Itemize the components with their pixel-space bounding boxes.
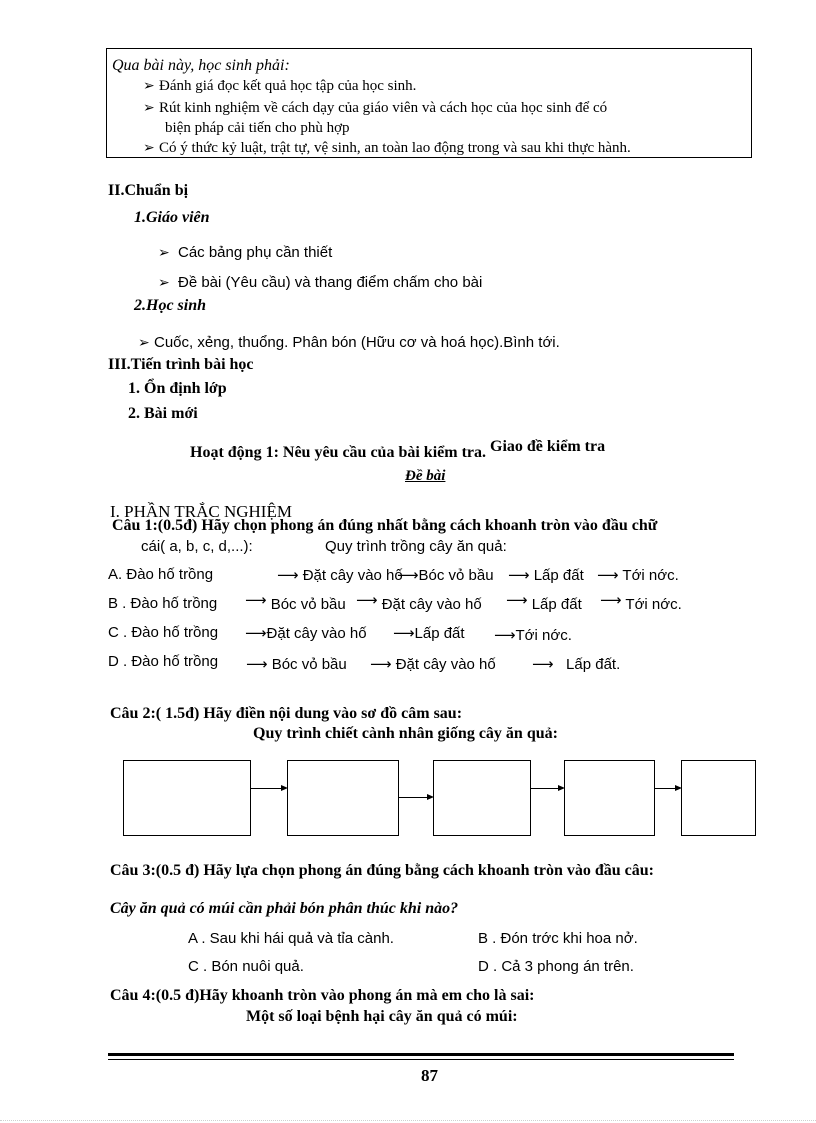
process-heading: III.Tiến trình bài học	[108, 356, 254, 373]
arrow-right-icon: ⟶	[397, 567, 419, 584]
arrow-bullet-icon: ➢	[143, 101, 155, 116]
prep-heading: II.Chuẩn bị	[108, 182, 189, 199]
section-title: I. PHẦN TRẮC NGHIỆM	[110, 502, 292, 521]
activity-title: Hoạt động 1: Nêu yêu cầu của bài kiểm tra. Giao đề kiểm tra	[190, 438, 606, 461]
arrow-bullet-icon: ➢	[143, 79, 155, 94]
q3-option-c: C . Bón nuôi quả.	[188, 958, 304, 975]
objective-item-2: ➢ Rút kinh nghiệm về cách dạy của giáo viên và cách học của học sinh để có	[143, 100, 608, 116]
q4-title: Câu 4:(0.5 đ)Hãy khoanh tròn vào phong án mà em cho là sai:	[110, 987, 535, 1004]
teacher-item-1: ➢ Các bảng phụ cần thiết	[158, 244, 333, 261]
q1-option-d: D . Đào hố trồng	[108, 653, 219, 670]
q1-option-b: B . Đào hố trồng	[108, 595, 218, 612]
flow-box-2[interactable]	[287, 760, 399, 836]
q1-option-c-step-3: ⟶Lấp đất	[393, 625, 465, 642]
arrow-right-icon: ⟶	[597, 567, 619, 584]
arrow-bullet-icon: ➢	[158, 274, 170, 290]
q1-option-c-step-2: ⟶Đặt cây vào hố	[245, 625, 367, 642]
q1-option-b-step-2: ⟶ Bóc vỏ bầu	[245, 592, 346, 613]
q2-title: Câu 2:( 1.5đ) Hãy điền nội dung vào sơ đồ câm sau:	[110, 705, 463, 722]
arrow-bullet-icon: ➢	[138, 334, 150, 350]
objective-item-1: ➢ Đánh giá đọc kết quả học tập của học sinh.	[143, 78, 417, 94]
q3-option-d: D . Cả 3 phong án trên.	[478, 958, 634, 975]
q3-option-a: A . Sau khi hái quả và tỉa cành.	[188, 930, 394, 947]
arrow-right-icon: ⟶	[393, 625, 415, 642]
footer-rule-thick	[108, 1053, 734, 1056]
q1-option-c-step-4: ⟶Tới nớc.	[494, 627, 572, 644]
arrow-right-icon	[281, 785, 288, 791]
arrow-right-icon: ⟶	[506, 592, 528, 609]
q1-option-a-step-2: ⟶ Đặt cây vào hố	[277, 567, 403, 584]
q1-option-b-step-5: ⟶ Tới nớc.	[600, 592, 682, 613]
page-edge	[0, 1120, 816, 1121]
arrow-right-icon	[427, 794, 434, 800]
objective-item-2-cont: biện pháp cải tiến cho phù hợp	[165, 120, 350, 136]
arrow-bullet-icon: ➢	[158, 244, 170, 260]
arrow-right-icon	[675, 785, 682, 791]
flow-box-5[interactable]	[681, 760, 756, 836]
teacher-heading: 1.Giáo viên	[134, 209, 210, 226]
q1-option-a-step-4: ⟶ Lấp đất	[508, 567, 584, 584]
footer-rule-thin	[108, 1059, 734, 1060]
q1-option-c: C . Đào hố trồng	[108, 624, 219, 641]
flow-connector	[531, 788, 558, 789]
arrow-right-icon: ⟶	[600, 592, 622, 609]
process-step-2: 2. Bài mới	[128, 405, 198, 422]
objective-item-3: ➢ Có ý thức kỷ luật, trật tự, vệ sinh, an toàn lao động trong và sau khi thực hành.	[143, 140, 631, 156]
flow-box-4[interactable]	[564, 760, 655, 836]
objectives-intro: Qua bài này, học sinh phải:	[112, 57, 290, 74]
process-step-1: 1. Ổn định lớp	[128, 380, 227, 397]
arrow-right-icon: ⟶	[277, 567, 299, 584]
q2-subtitle: Quy trình chiết cành nhân giống cây ăn quả:	[253, 725, 558, 742]
arrow-right-icon: ⟶	[245, 625, 267, 642]
flow-box-3[interactable]	[433, 760, 531, 836]
arrow-right-icon: ⟶	[370, 656, 392, 673]
q3-option-b: B . Đón trớc khi hoa nở.	[478, 930, 638, 947]
flow-box-1[interactable]	[123, 760, 251, 836]
arrow-right-icon: ⟶	[246, 656, 268, 673]
q1-option-b-step-4: ⟶ Lấp đất	[506, 592, 582, 613]
q1-option-a: A. Đào hố trồng	[108, 566, 214, 583]
student-heading: 2.Học sinh	[134, 297, 207, 314]
arrow-right-icon	[558, 785, 565, 791]
q3-question: Cây ăn quả có múi cần phải bón phân thúc khi nào?	[110, 900, 459, 917]
arrow-right-icon: ⟶	[356, 592, 378, 609]
arrow-bullet-icon: ➢	[143, 141, 155, 156]
q1-option-d-step-2: ⟶ Bóc vỏ bầu	[246, 656, 347, 673]
q4-subtitle: Một số loại bệnh hại cây ăn quả có múi:	[246, 1008, 518, 1025]
flow-connector	[399, 797, 427, 798]
arrow-right-icon: ⟶	[494, 627, 516, 644]
q1-prompt: Quy trình trồng cây ăn quả:	[325, 538, 507, 555]
flow-connector	[655, 788, 675, 789]
student-item-1: ➢ Cuốc, xẻng, thuổng. Phân bón (Hữu cơ và hoá học).Bình tới.	[138, 334, 560, 351]
q1-option-d-step-3: ⟶ Đặt cây vào hố	[370, 656, 496, 673]
arrow-right-icon: ⟶	[532, 656, 554, 673]
q1-option-a-step-5: ⟶ Tới nớc.	[597, 567, 679, 584]
q1-title-cont: cái( a, b, c, d,...):	[141, 538, 253, 555]
q1-option-d-step-4: ⟶ Lấp đất.	[532, 656, 621, 673]
page-number: 87	[421, 1066, 438, 1085]
arrow-right-icon: ⟶	[245, 592, 267, 609]
q3-title: Câu 3:(0.5 đ) Hãy lựa chọn phong án đúng bằng cách khoanh tròn vào đầu câu:	[110, 862, 654, 879]
activity-subtitle: Đề bài	[405, 468, 446, 484]
q1-option-a-step-3: ⟶Bóc vỏ bầu	[397, 567, 494, 584]
q1-title: Câu 1:(0.5đ) Hãy chọn phong án đúng nhất bằng cách khoanh tròn vào đầu chữ	[112, 517, 658, 534]
arrow-right-icon: ⟶	[508, 567, 530, 584]
q1-option-b-step-3: ⟶ Đặt cây vào hố	[356, 592, 482, 613]
flow-connector	[251, 788, 281, 789]
teacher-item-2: ➢ Đề bài (Yêu cầu) và thang điểm chấm cho bài	[158, 274, 483, 291]
